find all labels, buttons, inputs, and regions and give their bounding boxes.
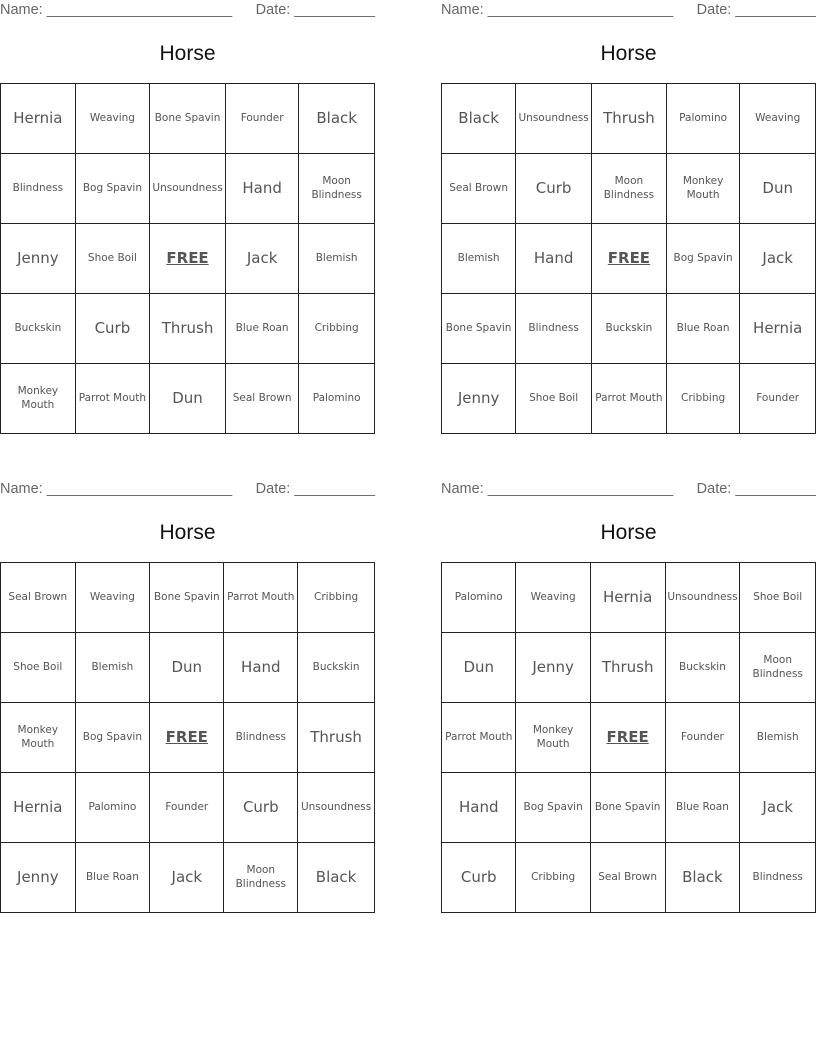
bingo-cell: Jenny (1, 843, 76, 913)
free-space: FREE (150, 703, 224, 773)
bingo-cell: Curb (75, 294, 149, 364)
bingo-cell: Curb (224, 773, 298, 843)
bingo-cell: Dun (150, 364, 226, 434)
bingo-cell: Founder (225, 84, 298, 154)
bingo-row (442, 224, 816, 294)
bingo-cell: Cribbing (516, 843, 590, 913)
bingo-row (1, 294, 375, 364)
card-title: Horse (600, 521, 657, 544)
bingo-cell: Bog Spavin (516, 773, 590, 843)
bingo-row (1, 633, 375, 703)
bingo-cell: Parrot Mouth (442, 703, 516, 773)
bingo-grid (441, 83, 816, 434)
bingo-cell: Cribbing (666, 364, 740, 434)
bingo-grid (0, 83, 375, 434)
bingo-row (442, 84, 816, 154)
bingo-cell: Bog Spavin (666, 224, 740, 294)
bingo-cell: Jack (150, 843, 224, 913)
bingo-cell: Bone Spavin (590, 773, 665, 843)
bingo-cell: Seal Brown (1, 563, 76, 633)
bingo-cell: Jenny (442, 364, 516, 434)
bingo-cell: Monkey Mouth (1, 364, 76, 434)
bingo-cell: Shoe Boil (1, 633, 76, 703)
bingo-cell: Shoe Boil (516, 364, 592, 434)
bingo-cell: Blue Roan (666, 294, 740, 364)
bingo-cell: Moon Blindness (224, 843, 298, 913)
bingo-cell: Jenny (1, 224, 76, 294)
bingo-cell: Palomino (442, 563, 516, 633)
name-field: Name: _______________________ (441, 481, 674, 497)
bingo-cell: Blindness (224, 703, 298, 773)
bingo-row (442, 703, 816, 773)
bingo-cell: Palomino (299, 364, 375, 434)
bingo-cell: Founder (150, 773, 224, 843)
bingo-cell: Hand (516, 224, 592, 294)
bingo-cell: Blemish (740, 703, 816, 773)
bingo-row (1, 773, 375, 843)
card-header (0, 0, 375, 22)
bingo-cell: Shoe Boil (75, 224, 149, 294)
bingo-cell: Jack (740, 773, 816, 843)
bingo-cell: Shoe Boil (740, 563, 816, 633)
bingo-cell: Hand (442, 773, 516, 843)
bingo-cell: Jack (740, 224, 816, 294)
bingo-row (442, 563, 816, 633)
bingo-cell: Unsoundness (150, 154, 226, 224)
bingo-cell: Blindness (740, 843, 816, 913)
bingo-cell: Seal Brown (590, 843, 665, 913)
card-title: Horse (600, 42, 657, 65)
bingo-row (442, 773, 816, 843)
bingo-row (1, 703, 375, 773)
bingo-cell: Bone Spavin (150, 563, 224, 633)
card-title: Horse (159, 42, 216, 65)
bingo-cell: Weaving (740, 84, 816, 154)
bingo-cell: Parrot Mouth (75, 364, 149, 434)
bingo-card (0, 0, 375, 434)
bingo-cell: Seal Brown (225, 364, 298, 434)
bingo-cell: Hernia (590, 563, 665, 633)
free-space: FREE (150, 224, 226, 294)
bingo-cell: Black (298, 843, 375, 913)
card-header (441, 479, 816, 501)
bingo-cell: Bog Spavin (75, 154, 149, 224)
bingo-cell: Curb (442, 843, 516, 913)
bingo-cell: Buckskin (592, 294, 667, 364)
date-field: Date: __________ (255, 2, 375, 18)
bingo-cell: Moon Blindness (740, 633, 816, 703)
bingo-cell: Founder (665, 703, 740, 773)
bingo-cell: Thrush (592, 84, 667, 154)
bingo-cell: Curb (516, 154, 592, 224)
bingo-cell: Unsoundness (298, 773, 375, 843)
bingo-cell: Jack (225, 224, 298, 294)
bingo-cell: Blemish (299, 224, 375, 294)
bingo-cell: Hand (225, 154, 298, 224)
free-space: FREE (592, 224, 667, 294)
bingo-cell: Cribbing (299, 294, 375, 364)
bingo-row (1, 843, 375, 913)
bingo-cell: Hernia (1, 84, 76, 154)
bingo-cell: Moon Blindness (592, 154, 667, 224)
bingo-row (442, 633, 816, 703)
bingo-cell: Hernia (740, 294, 816, 364)
bingo-cell: Founder (740, 364, 816, 434)
bingo-cell: Jenny (516, 633, 590, 703)
bingo-cell: Black (442, 84, 516, 154)
bingo-cell: Dun (740, 154, 816, 224)
bingo-cell: Blemish (442, 224, 516, 294)
bingo-grid (0, 562, 375, 913)
bingo-row (1, 563, 375, 633)
bingo-cell: Black (299, 84, 375, 154)
date-field: Date: __________ (255, 481, 375, 497)
bingo-row (442, 294, 816, 364)
card-header (0, 479, 375, 501)
bingo-row (442, 154, 816, 224)
bingo-cell: Thrush (150, 294, 226, 364)
bingo-cell: Thrush (298, 703, 375, 773)
bingo-cell: Weaving (75, 84, 149, 154)
bingo-cell: Blindness (1, 154, 76, 224)
bingo-cell: Buckskin (1, 294, 76, 364)
bingo-cell: Palomino (75, 773, 150, 843)
bingo-cell: Blindness (516, 294, 592, 364)
bingo-cell: Seal Brown (442, 154, 516, 224)
bingo-cell: Cribbing (298, 563, 375, 633)
bingo-cell: Monkey Mouth (666, 154, 740, 224)
bingo-cell: Parrot Mouth (592, 364, 667, 434)
bingo-cell: Monkey Mouth (1, 703, 76, 773)
bingo-cell: Hand (224, 633, 298, 703)
bingo-cell: Monkey Mouth (516, 703, 590, 773)
bingo-cell: Bone Spavin (442, 294, 516, 364)
bingo-row (442, 364, 816, 434)
bingo-grid (441, 562, 816, 913)
bingo-card (441, 0, 816, 434)
bingo-cell: Unsoundness (516, 84, 592, 154)
bingo-cell: Weaving (75, 563, 150, 633)
name-field: Name: _______________________ (0, 481, 233, 497)
bingo-card (0, 479, 375, 913)
bingo-row (1, 154, 375, 224)
bingo-row (1, 224, 375, 294)
date-field: Date: __________ (696, 2, 816, 18)
bingo-cell: Unsoundness (665, 563, 740, 633)
bingo-row (1, 84, 375, 154)
bingo-cell: Blue Roan (75, 843, 150, 913)
name-field: Name: _______________________ (441, 2, 674, 18)
bingo-cell: Blue Roan (225, 294, 298, 364)
bingo-cell: Black (665, 843, 740, 913)
bingo-cell: Blemish (75, 633, 150, 703)
card-title: Horse (159, 521, 216, 544)
name-field: Name: _______________________ (0, 2, 233, 18)
bingo-row (442, 843, 816, 913)
bingo-cell: Parrot Mouth (224, 563, 298, 633)
bingo-cell: Blue Roan (665, 773, 740, 843)
bingo-cell: Dun (442, 633, 516, 703)
bingo-row (1, 364, 375, 434)
bingo-cell: Weaving (516, 563, 590, 633)
bingo-cell: Palomino (666, 84, 740, 154)
bingo-cell: Buckskin (665, 633, 740, 703)
free-space: FREE (590, 703, 665, 773)
bingo-cell: Hernia (1, 773, 76, 843)
bingo-cell: Buckskin (298, 633, 375, 703)
date-field: Date: __________ (696, 481, 816, 497)
card-header (441, 0, 816, 22)
bingo-cell: Dun (150, 633, 224, 703)
bingo-card (441, 479, 816, 913)
bingo-cell: Thrush (590, 633, 665, 703)
bingo-cell: Bone Spavin (150, 84, 226, 154)
bingo-cell: Moon Blindness (299, 154, 375, 224)
bingo-cell: Bog Spavin (75, 703, 150, 773)
